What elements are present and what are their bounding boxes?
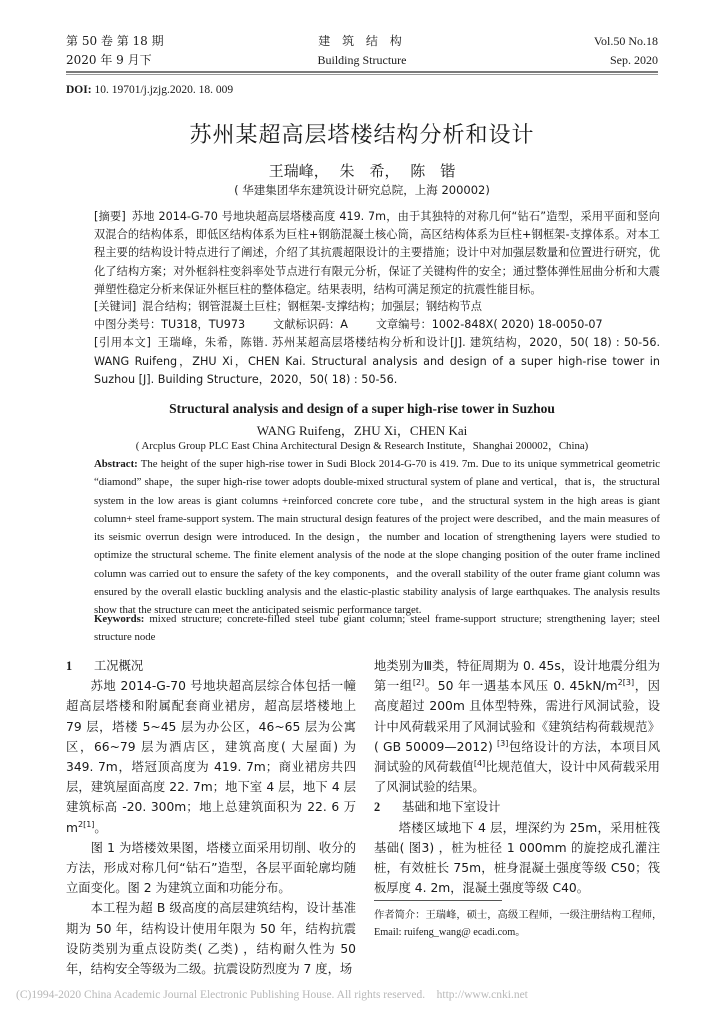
section-1-paragraph-3: 本工程为超 B 级高度的高层建筑结构，设计基准期为 50 年，结构设计使用年限为 50 年，结构抗震设防类别为重点设防类( 乙类) ，结构耐久性为 50 年，结构安全等级为二级。抗震设防烈度为 7 度，场 [66, 901, 356, 977]
abstract-zh-label: [摘要] [94, 210, 126, 223]
document-code: 文献标识码：A [273, 318, 348, 331]
body-right-column [374, 656, 660, 898]
author-intro: 作者简介：王瑞峰，硕士，高级工程师，一级注册结构工程师， [374, 909, 663, 921]
paragraph-text: 包络设计的方法，本项目风洞试验的风荷载值 [374, 739, 660, 775]
section-1-number: 1 [66, 659, 73, 673]
author-email[interactable]: Email: ruifeng_wang@ ecadi.com。 [374, 927, 526, 938]
authors-en: WANG Ruifeng，ZHU Xi，CHEN Kai [256, 423, 468, 438]
keywords-zh-text: 混合结构；钢管混凝土巨柱；钢框架-支撑结构；加强层；钢结构节点 [142, 300, 482, 313]
authors-zh: 王瑞峰， 朱 希， 陈 锴 [268, 162, 456, 180]
paper-title-zh: 苏州某超高层塔楼结构分析和设计 [189, 123, 535, 148]
paragraph-text: ，因高度超过 200m 且体型特殊，需进行风洞试验，设计中风荷载采用了风洞试验和《建筑结构荷载规范》( GB 50009—2012) [374, 679, 660, 754]
section-2-title: 基础和地下室设计 [402, 800, 501, 815]
paragraph-end: 。 [94, 820, 107, 835]
header-volume-issue-en: Vol.50 No.18 [593, 34, 658, 48]
section-2-paragraph-1: 塔楼区域地下 4 层，埋深约为 25m，采用桩筏基础( 图3) ，桩为桩径 1 000mm 的旋挖成孔灌注桩，有效桩长 75m，桩身混凝土强度等级 C50；筏板厚度 4. 2m，混凝土强度等级 C40。 [374, 820, 660, 896]
abstract-zh [94, 208, 660, 299]
affiliation-zh: ( 华建集团华东建筑设计研究总院，上海 200002) [234, 183, 490, 197]
section-1-heading [66, 656, 356, 676]
copyright-notice: (C)1994-2020 China Academic Journal Electronic Publishing House. All rights reserved. http://www.cnki.net [16, 989, 528, 1001]
header-rule-thick [66, 71, 658, 73]
doi-label: DOI: [66, 84, 92, 96]
classification-line [94, 316, 660, 334]
citation-ref-3[interactable]: 2[3] [617, 678, 635, 688]
abstract-zh-text: 苏地 2014-G-70 号地块超高层塔楼高度 419. 7m，由于其独特的对称几何“钻石”造型，采用平面和竖向双混合的结构体系，即低区结构体系为巨柱+钢筋混凝土核心筒，高区结构体系为巨柱+钢框架-支撑体系。对本工程主要的结构设计特点进行了阐述，介绍了其抗震超限设计的主要措施；设计中对加强层数量和位置进行研究，优化了结构方案；对外框斜柱变斜率处节点进行有限元分析，保证了关键构件的安全；通过整体弹性屈曲分析和大震弹塑性稳定分析来保证外框巨柱的整体稳定。结果表明，结构可满足预定的抗震性能目标。 [94, 210, 660, 296]
doi-value[interactable]: 10. 19701/j.jzjg.2020. 18. 009 [94, 84, 234, 96]
keywords-en [94, 610, 660, 647]
abstract-en-label: Abstract: [94, 458, 138, 470]
header-rule-thin [66, 74, 658, 75]
section-1-paragraph-2: 图 1 为塔楼效果图，塔楼立面采用切削、收分的方法，形成对称几何“钻石”造型，各层平面轮廓均随立面变化。图 2 为建筑立面和功能分布。 [66, 840, 356, 896]
keywords-zh [94, 298, 660, 316]
header-journal-en: Building Structure [317, 53, 407, 67]
header-date-en: Sep. 2020 [610, 53, 658, 67]
affiliation-en: ( Arcplus Group PLC East China Architectural Design & Research Institute，Shanghai 200002，China) [135, 440, 589, 452]
citation-ref-3b[interactable]: [3] [497, 738, 509, 748]
keywords-en-label: Keywords: [94, 613, 145, 625]
section-2-number: 2 [374, 800, 381, 815]
paper-title-en: Structural analysis and design of a super high-rise tower in Suzhou [169, 401, 555, 416]
header-volume-issue-zh: 第 50 卷 第 18 期 [66, 34, 164, 48]
footnote [374, 906, 664, 942]
abstract-en [94, 455, 660, 620]
section-1-paragraph-3-continued [374, 656, 660, 797]
article-number: 文章编号：1002-848X( 2020) 18-0050-07 [375, 318, 603, 331]
clc-number: 中图分类号：TU318，TU973 [94, 318, 246, 331]
citation-ref-2[interactable]: [2] [412, 678, 425, 688]
citation-label: [引用本文] [94, 336, 151, 349]
citation [94, 334, 660, 390]
section-1-paragraph-1 [66, 676, 356, 838]
header-date-zh: 2020 年 9 月下 [66, 53, 152, 67]
doi [66, 84, 233, 96]
keywords-en-text: mixed structure; concrete-filled steel tube giant column; steel frame-support structure; strengthening layer; steel structure node [94, 613, 660, 644]
section-2-heading [374, 797, 660, 817]
citation-ref[interactable]: 2[1] [77, 819, 95, 829]
keywords-zh-label: [关键词] [94, 300, 137, 313]
body-left-column [66, 656, 356, 979]
footnote-rule [374, 900, 502, 901]
paragraph-text: 。50 年一遇基本风压 0. 45kN/m [424, 679, 618, 694]
abstract-en-text: The height of the super high-rise tower in Sudi Block 2014-G-70 is 419. 7m. Due to its unique symmetrical geometric “diamond” shape，the super high-rise tower adopts double-mixed structural system of plane and vertical，that is，the structural system in the low areas is giant columns +reinforced concrete core tube，and the structural system in the high areas is giant column+ steel frame-support system. The main structural design features of the project were described，and the main measures of its seismic overrun design were introduced. In the design，the number and location of strengthening layers were studied to optimize the structural scheme. The finite element analysis of the node at the slope changing position of the outer frame inclined column was carried out to ensure the safety of the key components，and the overall stability of the outer frame giant column was ensured by the overall elastic buckling analysis and the elastic-plastic stability analysis of large earthquakes. The analysis results show that the structure can meet the anticipated seismic performance target. [94, 458, 660, 617]
paragraph-text: 比规范值大，设计中风荷载采用了风洞试验的结果。 [374, 760, 660, 795]
paragraph-text: 地类别为Ⅲ类，特征周期为 0. 45s，设计地震分组为第一组 [374, 659, 660, 694]
section-1-title: 工况概况 [94, 659, 144, 673]
citation-text: 王瑞峰，朱希，陈锴. 苏州某超高层塔楼结构分析和设计[J]. 建筑结构，2020，50( 18) : 50-56. WANG Ruifeng，ZHU Xi，CHEN Kai. Structural analysis and design of a super high-rise tower in Suzhou [J]. Building Structure，2020，50( 18) : 50-56. [94, 336, 660, 386]
paragraph-text: 苏地 2014-G-70 号地块超高层综合体包括一幢超高层塔楼和附属配套商业裙房，超高层塔楼地上 79 层，塔楼 5~45 层为办公区，46~65 层为公寓区，66~79 层为酒店区，建筑高度( 大屋面) 为 349. 7m，塔冠顶高度为 419. 7m；商业裙房共四层，建筑屋面高度 22. 7m；地下室 4 层，地下 4 层建筑标高 -20. 300m；地上总建筑面积为 22. 6 万 m [66, 679, 356, 835]
citation-ref-4[interactable]: [4] [473, 759, 486, 769]
header-journal-zh: 建 筑 结 构 [318, 34, 406, 48]
